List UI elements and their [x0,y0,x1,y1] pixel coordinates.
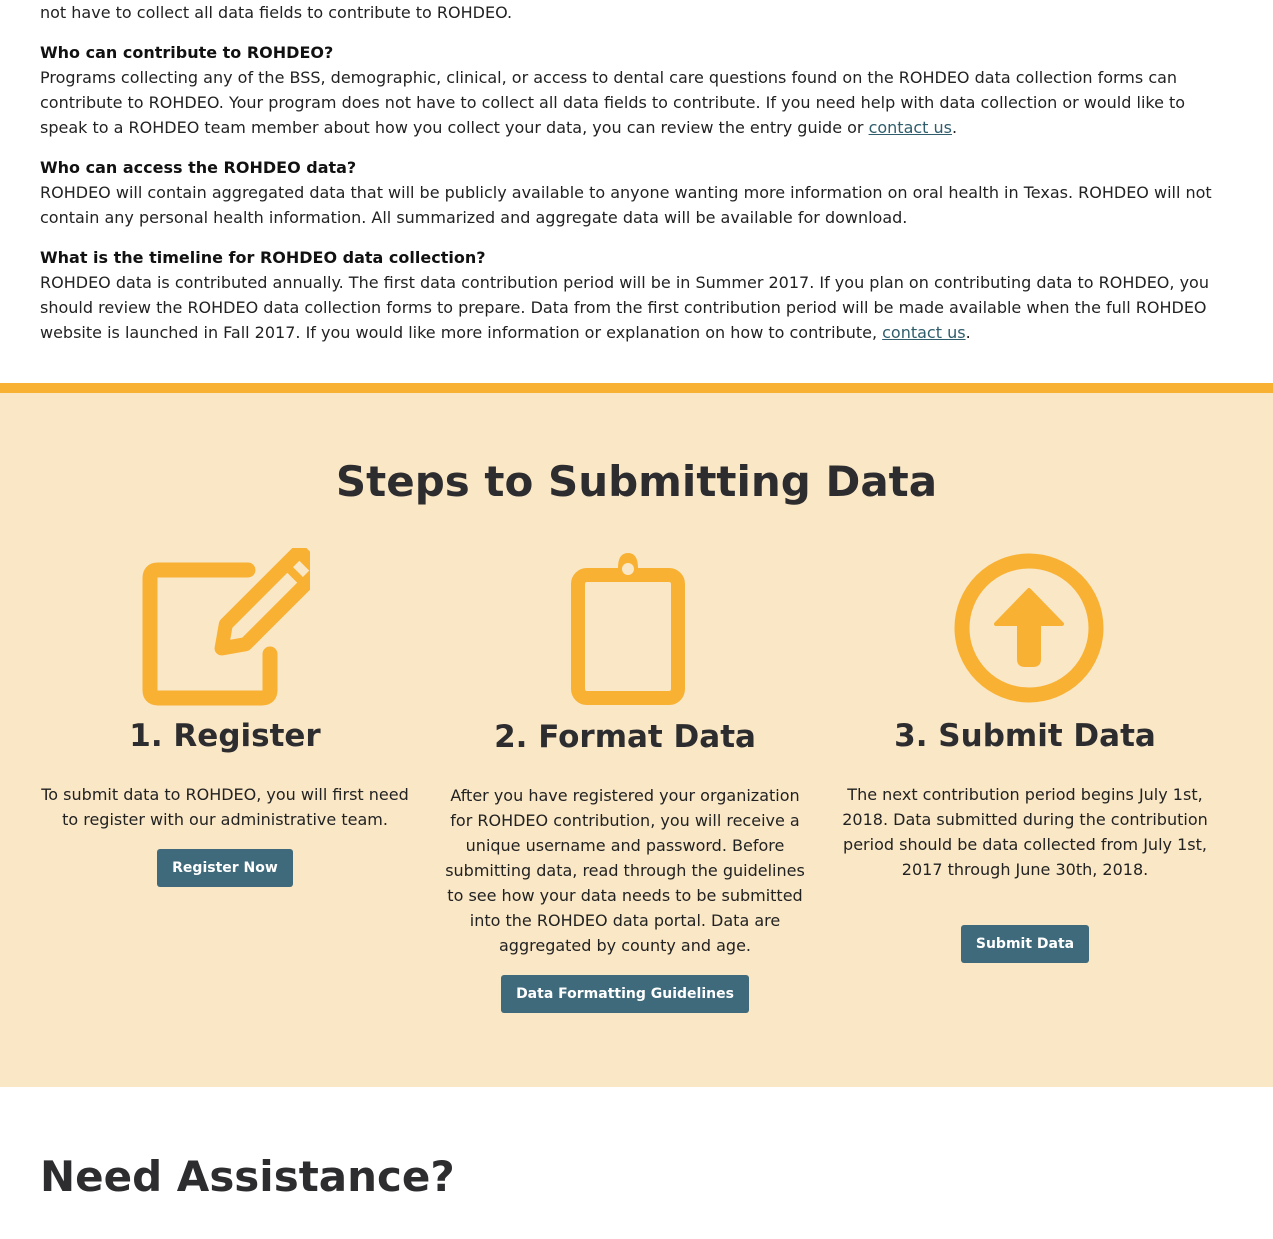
step-register [37,548,413,887]
faq-question: Who can access the ROHDEO data? [40,158,357,177]
faq-answer-text: Programs collecting any of the BSS, demographic, clinical, or access to dental care questions found on the ROHDEO data collection forms can contribute to ROHDEO. Your program does not have to collect all data fields to contribute. If you need help with data collection or would like to speak to a ROHDEO team member about how you collect your data, you can review the entry guide or [40,68,1186,137]
faq-answer: ROHDEO will contain aggregated data that will be publicly available to anyone wanting more information on oral health in Texas. ROHDEO will not contain any personal health information. All summarized and aggregate data will be available for download. [40,183,1212,227]
step-heading: 1. Register [129,718,321,754]
steps-section [0,383,1273,1087]
faq-item-contribute [40,40,1233,140]
faq-section [0,0,1273,345]
contact-us-link[interactable]: contact us [882,323,966,342]
step-description: The next contribution period begins July 1st, 2018. Data submitted during the contribution period should be data collected from July 1st, 2017 through June 30th, 2018. [842,785,1208,879]
faq-answer [40,65,1233,140]
faq-question: Who can contribute to ROHDEO? [40,43,334,62]
faq-item-access [40,155,1233,230]
faq-answer-end: . [965,323,971,342]
faq-answer-end: . [952,118,958,137]
faq-question: What is the timeline for ROHDEO data collection? [40,248,486,267]
faq-answer [40,270,1233,345]
upload-circle-icon [940,548,1110,708]
step-submit-data [837,548,1213,963]
steps-title: Steps to Submitting Data [335,457,938,506]
step-description: After you have registered your organization for ROHDEO contribution, you will receive a unique username and password. Before submitting data, read through the guidelines to see how your data needs to be submitted into the ROHDEO data portal. Data are aggregated by county and age. [445,786,805,955]
faq-answer-text: ROHDEO data is contributed annually. The first data contribution period will be in Summer 2017. If you plan on contributing data to ROHDEO, you should review the ROHDEO data collection forms to prepare. Data from the first contribution period will be made available when the full ROHDEO website is launched in Fall 2017. If you would like more information or explanation on how to contribute, [40,273,1209,342]
step-description: To submit data to ROHDEO, you will first need to register with our administrative team. [41,785,409,829]
step-format-data [437,548,813,1013]
register-now-button[interactable]: Register Now [157,849,293,887]
submit-data-button[interactable]: Submit Data [961,925,1089,963]
edit-icon [140,548,310,708]
faq-item-timeline [40,245,1233,345]
step-heading: 2. Format Data [494,719,756,755]
step-heading: 3. Submit Data [894,718,1156,754]
contact-us-link[interactable]: contact us [868,118,953,137]
need-assistance-heading: Need Assistance? [40,1152,455,1201]
data-formatting-guidelines-button[interactable]: Data Formatting Guidelines [501,975,749,1013]
clipboard-icon [540,548,710,708]
intro-paragraph-tail: not have to collect all data fields to contribute to ROHDEO. [40,3,513,22]
